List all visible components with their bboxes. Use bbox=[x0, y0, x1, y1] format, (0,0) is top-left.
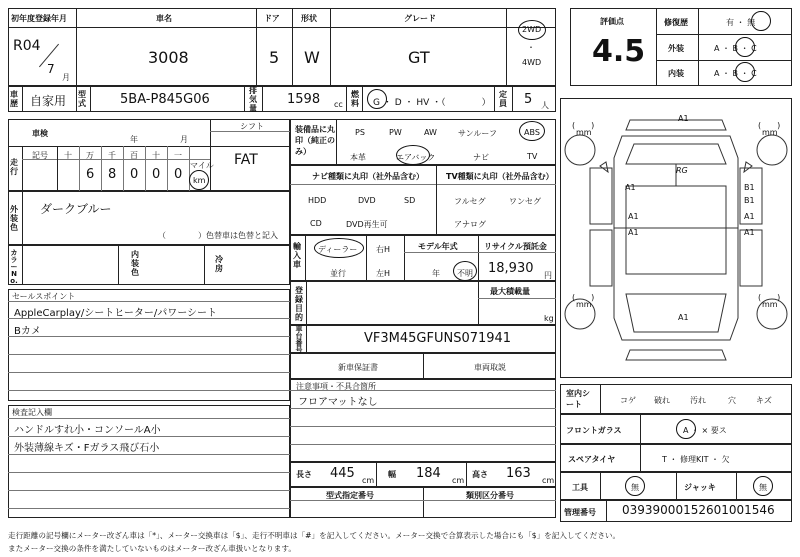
shaken-month-unit: 月 bbox=[180, 135, 188, 144]
mileage-digit: 0 bbox=[174, 167, 183, 182]
damage-mark: A1 bbox=[744, 228, 755, 237]
mgmt-label: 管理番号 bbox=[564, 508, 596, 517]
length-label: 長さ bbox=[296, 470, 312, 479]
sales-points-label: セールスポイント bbox=[12, 292, 76, 301]
interior-label: 内装 bbox=[668, 69, 684, 78]
shaken-year-unit: 年 bbox=[130, 135, 138, 144]
tv-analog: アナログ bbox=[454, 220, 486, 229]
interior-b-circle bbox=[735, 62, 755, 82]
first-reg-month: 7 bbox=[47, 62, 55, 76]
digit-header: 百 bbox=[130, 151, 138, 160]
height-value: 163 bbox=[506, 466, 531, 481]
score-value: 4.5 bbox=[592, 34, 646, 69]
usage-label: 車歴 bbox=[10, 90, 18, 108]
tv-fullseg: フルセグ bbox=[454, 197, 486, 206]
bracket-left-bottom: ( ) bbox=[572, 293, 595, 302]
import-parallel: 並行 bbox=[330, 269, 346, 278]
width-unit: cm bbox=[452, 476, 465, 485]
drive-4wd: 4WD bbox=[522, 58, 542, 67]
option-leather: 本革 bbox=[350, 153, 366, 162]
damage-mark: B1 bbox=[744, 183, 755, 192]
recycle-label: リサイクル預託金 bbox=[484, 242, 547, 251]
width-label: 幅 bbox=[388, 470, 396, 479]
fuel-label: 燃料 bbox=[351, 90, 359, 108]
recycle-value: 18,930 bbox=[488, 261, 534, 276]
person-unit: 人 bbox=[541, 101, 549, 110]
import-label: 輸入車 bbox=[293, 242, 301, 269]
model-year-unit: 年 bbox=[432, 269, 440, 278]
seat-option: 汚れ bbox=[690, 396, 706, 405]
model-label: 型式 bbox=[78, 90, 86, 108]
option-airbag: エアバック bbox=[396, 153, 436, 162]
displacement-value: 1598 bbox=[287, 92, 321, 107]
first-reg-label: 初年度登録年月 bbox=[11, 14, 67, 23]
footer-line1: 走行距離の記号欄にメーター改ざん車は「*」、メーター交換車は「$」、走行不明車は「#」を記入してください。メーター交換で合算表示した場合にも「$」を記入してください。 bbox=[8, 531, 621, 540]
interior-options: A ・ B ・ C bbox=[714, 69, 757, 78]
mm-right-top: mm bbox=[762, 128, 778, 137]
damage-mark: A1 bbox=[628, 228, 639, 237]
digit-header: 万 bbox=[86, 151, 94, 160]
digit-header: 十 bbox=[64, 151, 72, 160]
manual-label: 車両取説 bbox=[474, 363, 506, 372]
month-unit: 月 bbox=[62, 73, 70, 82]
navi-hdd: HDD bbox=[308, 196, 327, 205]
bracket-right-top: ( ) bbox=[758, 121, 781, 130]
damage-mark: A1 bbox=[625, 183, 636, 192]
door-count: 5 bbox=[269, 48, 280, 67]
import-right-h: 右H bbox=[376, 245, 391, 254]
purpose-label: 登録目的 bbox=[295, 286, 303, 322]
yen-unit: 円 bbox=[544, 271, 552, 280]
shaken-label: 車検 bbox=[32, 129, 48, 138]
options-label: 装備品に丸印（純正のみ） bbox=[295, 125, 335, 156]
seat-option: 破れ bbox=[654, 396, 670, 405]
shift-value: FAT bbox=[234, 152, 258, 168]
spare-label: スペアタイヤ bbox=[568, 455, 616, 464]
width-value: 184 bbox=[416, 466, 441, 481]
import-left-h: 左H bbox=[376, 269, 391, 278]
inspector-line1: ハンドルすれ小・コンソールA小 bbox=[14, 425, 161, 436]
shift-label: シフト bbox=[240, 122, 264, 131]
color-note: （ ）色替車は色替と記入 bbox=[158, 231, 278, 240]
mileage-digit: 8 bbox=[108, 167, 117, 182]
displacement-label: 排気量 bbox=[249, 86, 257, 113]
glass-options: A ・ × 要ス bbox=[683, 426, 727, 435]
chassis-label: 車台番号 bbox=[295, 325, 303, 354]
header-table bbox=[8, 8, 556, 86]
bracket-left-top: ( ) bbox=[572, 121, 595, 130]
navi-label: ナビ種類に丸印（社外品含む） bbox=[312, 172, 424, 181]
mileage-digit: 0 bbox=[152, 167, 161, 182]
glass-label: フロントガラス bbox=[566, 426, 622, 435]
tv-type-label: TV種類に丸印（社外品含む） bbox=[446, 172, 554, 181]
seat-option: コゲ bbox=[620, 396, 636, 405]
capacity-label: 定員 bbox=[499, 90, 507, 108]
model-year-label: モデル年式 bbox=[418, 242, 458, 251]
seat-label: 室内シート bbox=[566, 389, 590, 409]
option-aw: AW bbox=[424, 128, 437, 137]
jack-label: ジャッキ bbox=[684, 483, 716, 492]
model-value: 5BA-P845G06 bbox=[120, 92, 210, 107]
car-name: 3008 bbox=[148, 48, 189, 67]
height-label: 高さ bbox=[472, 470, 488, 479]
damage-mark: A1 bbox=[678, 313, 689, 322]
mileage-unit-label: マイル bbox=[190, 161, 214, 170]
seat-option: キズ bbox=[756, 396, 772, 405]
cc-unit: cc bbox=[334, 100, 343, 109]
length-value: 445 bbox=[330, 466, 355, 481]
option-ps: PS bbox=[355, 128, 365, 137]
kg-unit: kg bbox=[544, 314, 554, 323]
chassis-number: VF3M45GFUNS071941 bbox=[364, 331, 512, 346]
grade-value: GT bbox=[408, 48, 430, 67]
notes-value: フロアマットなし bbox=[298, 397, 378, 408]
digit-header: 一 bbox=[174, 151, 182, 160]
exterior-b-circle bbox=[735, 37, 755, 57]
model-year-unknown: 不明 bbox=[457, 269, 473, 278]
sales-point-line1: AppleCarplay/シートヒーター/パワーシート bbox=[14, 308, 217, 319]
height-unit: cm bbox=[542, 476, 555, 485]
bracket-right-bottom: ( ) bbox=[758, 293, 781, 302]
repair-label: 修復歴 bbox=[664, 18, 688, 27]
exterior-options: A ・ B ・ C bbox=[714, 44, 757, 53]
grade-label: グレード bbox=[404, 14, 436, 23]
damage-mark: B1 bbox=[744, 196, 755, 205]
color-no-label: カラーNo. bbox=[10, 249, 18, 285]
door-label: ドア bbox=[264, 14, 280, 23]
car-diagram bbox=[560, 98, 792, 378]
repair-none-circle bbox=[751, 11, 771, 31]
option-pw: PW bbox=[389, 128, 402, 137]
navi-dvd-play: DVD再生可 bbox=[346, 220, 388, 229]
spare-options: T ・ 修理KIT ・ 欠 bbox=[662, 455, 730, 464]
navi-dvd: DVD bbox=[358, 196, 376, 205]
mileage-sub-label: 記号 bbox=[32, 151, 48, 160]
mgmt-number: 03939000152601001546 bbox=[622, 503, 775, 517]
option-abs: ABS bbox=[524, 128, 540, 137]
type-cert-label: 型式指定番号 bbox=[326, 491, 374, 500]
mm-left-bottom: mm bbox=[576, 300, 592, 309]
damage-mark: A1 bbox=[628, 212, 639, 221]
category-label: 類別区分番号 bbox=[466, 491, 514, 500]
option-tv: TV bbox=[527, 152, 538, 161]
damage-mark: A1 bbox=[678, 114, 689, 123]
notes-label: 注意事項・不具合箇所 bbox=[296, 382, 376, 391]
exterior-color-label: 外装色 bbox=[10, 205, 18, 232]
length-unit: cm bbox=[362, 476, 375, 485]
mileage-digit: 6 bbox=[86, 167, 95, 182]
footer-line2: またメーター交換の条件を満たしていないものはメーター改ざん車扱いとなります。 bbox=[8, 544, 296, 553]
first-reg-year: R04 bbox=[13, 38, 41, 54]
max-load-label: 最大積載量 bbox=[490, 287, 530, 296]
drive-2wd: 2WD bbox=[522, 25, 542, 34]
navi-cd: CD bbox=[310, 219, 322, 228]
tv-oneseg: ワンセグ bbox=[509, 197, 541, 206]
seat-option: 穴 bbox=[728, 396, 736, 405]
tools-label: 工具 bbox=[572, 483, 588, 492]
score-label: 評価点 bbox=[600, 17, 624, 26]
interior-color-label: 内装色 bbox=[131, 250, 139, 277]
capacity-value: 5 bbox=[524, 92, 533, 107]
repair-options: 有 ・ 無 bbox=[726, 18, 756, 27]
usage-value: 自家用 bbox=[30, 94, 67, 108]
mileage-digit: 0 bbox=[130, 167, 139, 182]
option-sunroof: サンルーフ bbox=[458, 129, 497, 138]
mm-left-top: mm bbox=[576, 128, 592, 137]
cold-label: 冷房 bbox=[215, 255, 223, 273]
tools-value: 無 bbox=[631, 483, 639, 492]
mm-right-bottom: mm bbox=[762, 300, 778, 309]
option-navi: ナビ bbox=[473, 153, 489, 162]
inspector-line2: 外装薄線キズ・Fガラス飛び石小 bbox=[14, 443, 160, 454]
digit-header: 十 bbox=[152, 151, 160, 160]
exterior-color-value: ダークブルー bbox=[40, 202, 112, 216]
car-name-label: 車名 bbox=[156, 14, 172, 23]
warranty-label: 新車保証書 bbox=[338, 363, 378, 372]
color-no-table bbox=[8, 245, 290, 285]
digit-header: 千 bbox=[108, 151, 116, 160]
drive-sep: ・ bbox=[527, 43, 535, 52]
side-label: RG bbox=[676, 166, 688, 175]
body-shape: W bbox=[304, 48, 320, 67]
mileage-unit: km bbox=[193, 176, 206, 185]
damage-mark: A1 bbox=[744, 212, 755, 221]
exterior-label: 外装 bbox=[668, 44, 684, 53]
navi-sd: SD bbox=[404, 196, 416, 205]
sales-point-line2: Bカメ bbox=[14, 326, 41, 337]
mileage-label: 走行 bbox=[10, 158, 18, 176]
fuel-options: G ・ D ・ HV ・（ ） bbox=[373, 98, 491, 108]
jack-value: 無 bbox=[759, 483, 767, 492]
inspector-label: 検査記入欄 bbox=[12, 408, 52, 417]
import-dealer: ディーラー bbox=[318, 245, 358, 254]
shape-label: 形状 bbox=[301, 14, 317, 23]
